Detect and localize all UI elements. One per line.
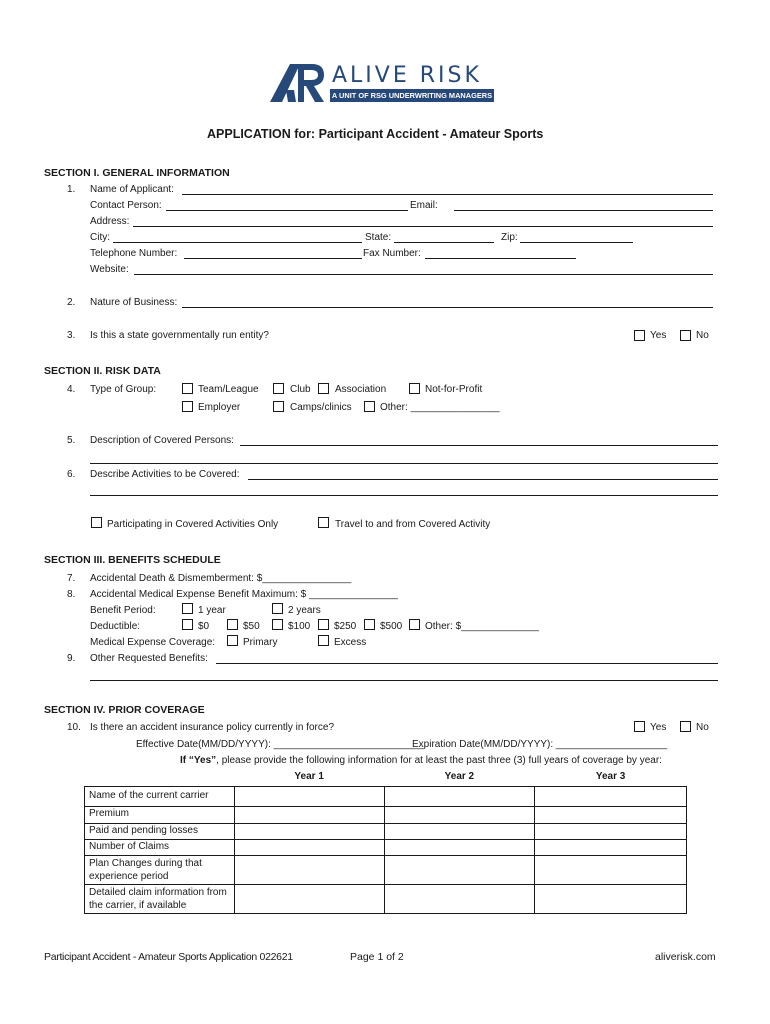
email-label: Email: [410, 200, 438, 211]
ar-logo-mark-icon [268, 62, 328, 104]
table-row [85, 823, 687, 839]
deductible-50-label: $50 [243, 621, 260, 632]
table-row [85, 855, 687, 884]
medical-coverage-label: Medical Expense Coverage: [90, 637, 216, 648]
benefit-period-label: Benefit Period: [90, 605, 156, 616]
table-header-year-2: Year 2 [384, 770, 535, 786]
activities-field-line-2[interactable] [90, 495, 718, 496]
participating-only-label: Participating in Covered Activities Only [107, 519, 279, 530]
table-row [85, 884, 687, 913]
q1-number: 1. [67, 184, 76, 195]
q5-number: 5. [67, 435, 76, 446]
deductible-0-checkbox[interactable] [182, 619, 193, 630]
fax-field[interactable] [425, 258, 576, 259]
cell-premium-year-3[interactable] [535, 806, 687, 823]
nature-of-business-field[interactable] [182, 307, 713, 308]
other-benefits-field-line-2[interactable] [90, 680, 718, 681]
not-for-profit-label: Not-for-Profit [425, 384, 483, 395]
if-yes-rest: , please provide the following information for at least the past three (3) full years of coverage by year: [216, 755, 662, 766]
section-1-heading: SECTION I. GENERAL INFORMATION [44, 167, 230, 179]
other-group-checkbox[interactable] [364, 401, 375, 412]
row-label-claim-info: Detailed claim information from the carrier, if available [85, 884, 235, 913]
policy-yes-checkbox[interactable] [634, 721, 645, 732]
deductible-250-checkbox[interactable] [318, 619, 329, 630]
cell-losses-year-3[interactable] [535, 823, 687, 839]
row-label-losses: Paid and pending losses [85, 823, 235, 839]
cell-claim-info-year-1[interactable] [234, 884, 384, 913]
deductible-other-label: Other: $______________ [425, 621, 539, 632]
row-label-carrier: Name of the current carrier [85, 786, 235, 806]
logo-tagline: A UNIT OF RSG UNDERWRITING MANAGERS [331, 91, 493, 100]
cell-claim-info-year-3[interactable] [535, 884, 687, 913]
expiration-date-label: Expiration Date(MM/DD/YYYY): ____________________ [412, 739, 668, 750]
contact-person-field[interactable] [166, 210, 408, 211]
state-field[interactable] [394, 242, 494, 243]
state-label: State: [365, 232, 392, 243]
q9-number: 9. [67, 653, 76, 664]
one-year-checkbox[interactable] [182, 603, 193, 614]
page-title: APPLICATION for: Participant Accident - Amateur Sports [207, 127, 544, 141]
table-row [85, 839, 687, 855]
section-4-heading: SECTION IV. PRIOR COVERAGE [44, 704, 205, 716]
excess-label: Excess [334, 637, 367, 648]
club-label: Club [290, 384, 311, 395]
section-2-heading: SECTION II. RISK DATA [44, 365, 161, 377]
table-header-row [85, 770, 687, 786]
cell-claims-year-2[interactable] [384, 839, 535, 855]
telephone-label: Telephone Number: [90, 248, 178, 259]
deductible-0-label: $0 [198, 621, 210, 632]
association-checkbox[interactable] [318, 383, 329, 394]
nature-of-business-label: Nature of Business: [90, 297, 178, 308]
one-year-label: 1 year [198, 605, 226, 616]
association-label: Association [335, 384, 387, 395]
row-label-plan-changes: Plan Changes during that experience period [85, 855, 235, 884]
two-years-checkbox[interactable] [272, 603, 283, 614]
travel-label: Travel to and from Covered Activity [335, 519, 491, 530]
covered-persons-field[interactable] [240, 445, 718, 446]
deductible-100-label: $100 [288, 621, 311, 632]
primary-checkbox[interactable] [227, 635, 238, 646]
state-entity-yes-checkbox[interactable] [634, 330, 645, 341]
cell-carrier-year-1[interactable] [234, 786, 384, 806]
state-entity-no-label: No [696, 330, 709, 341]
footer-document-id: Participant Accident - Amateur Sports Application 022621 [44, 951, 293, 963]
team-league-label: Team/League [198, 384, 259, 395]
policy-no-label: No [696, 722, 709, 733]
fax-label: Fax Number: [363, 248, 421, 259]
medical-max-label: Accidental Medical Expense Benefit Maximum: $ ________________ [90, 589, 398, 600]
cell-plan-changes-year-2[interactable] [384, 855, 535, 884]
contact-person-label: Contact Person: [90, 200, 162, 211]
q7-number: 7. [67, 573, 76, 584]
add-label: Accidental Death & Dismemberment: $________________ [90, 573, 352, 584]
q8-number: 8. [67, 589, 76, 600]
participating-only-checkbox[interactable] [91, 517, 102, 528]
q3-number: 3. [67, 330, 76, 341]
cell-claim-info-year-2[interactable] [384, 884, 535, 913]
deductible-500-checkbox[interactable] [364, 619, 375, 630]
policy-no-checkbox[interactable] [680, 721, 691, 732]
employer-label: Employer [198, 402, 241, 413]
table-row [85, 806, 687, 823]
telephone-field[interactable] [184, 258, 362, 259]
deductible-500-label: $500 [380, 621, 403, 632]
q6-number: 6. [67, 469, 76, 480]
cell-plan-changes-year-1[interactable] [234, 855, 384, 884]
address-label: Address: [90, 216, 130, 227]
zip-field[interactable] [520, 242, 633, 243]
deductible-50-checkbox[interactable] [227, 619, 238, 630]
type-of-group-label: Type of Group: [90, 384, 157, 395]
footer-website: aliverisk.com [655, 951, 716, 963]
table-row [85, 786, 687, 806]
footer-page-number: Page 1 of 2 [350, 951, 404, 963]
table-header-year-1: Year 1 [234, 770, 384, 786]
other-benefits-label: Other Requested Benefits: [90, 653, 208, 664]
section-3-heading: SECTION III. BENEFITS SCHEDULE [44, 554, 221, 566]
website-field[interactable] [134, 274, 713, 275]
q10-number: 10. [67, 722, 81, 733]
cell-carrier-year-3[interactable] [535, 786, 687, 806]
name-of-applicant-field[interactable] [182, 194, 713, 195]
cell-plan-changes-year-3[interactable] [535, 855, 687, 884]
email-field[interactable] [454, 210, 713, 211]
deductible-label: Deductible: [90, 621, 141, 632]
state-entity-question: Is this a state governmentally run entity? [90, 330, 269, 341]
effective-date-label: Effective Date(MM/DD/YYYY): ___________________________ [136, 739, 424, 750]
not-for-profit-checkbox[interactable] [409, 383, 420, 394]
city-field[interactable] [113, 242, 362, 243]
deductible-250-label: $250 [334, 621, 357, 632]
cell-premium-year-1[interactable] [234, 806, 384, 823]
policy-yes-label: Yes [650, 722, 667, 733]
name-of-applicant-label: Name of Applicant: [90, 184, 174, 195]
cell-carrier-year-2[interactable] [384, 786, 535, 806]
q4-number: 4. [67, 384, 76, 395]
covered-persons-field-line-2[interactable] [90, 463, 718, 464]
excess-checkbox[interactable] [318, 635, 329, 646]
other-group-label: Other: ________________ [380, 402, 500, 413]
if-yes-instruction [180, 755, 662, 766]
q2-number: 2. [67, 297, 76, 308]
team-league-checkbox[interactable] [182, 383, 193, 394]
covered-persons-label: Description of Covered Persons: [90, 435, 234, 446]
row-label-claims: Number of Claims [85, 839, 235, 855]
state-entity-no-checkbox[interactable] [680, 330, 691, 341]
club-checkbox[interactable] [273, 383, 284, 394]
camps-clinics-label: Camps/clinics [290, 402, 352, 413]
row-label-premium: Premium [85, 806, 235, 823]
logo-brand-text: ALIVE RISK [332, 63, 482, 88]
employer-checkbox[interactable] [182, 401, 193, 412]
prior-coverage-table [84, 770, 687, 914]
table-header-year-3: Year 3 [535, 770, 687, 786]
cell-losses-year-2[interactable] [384, 823, 535, 839]
if-yes-prefix: If “Yes” [180, 755, 217, 766]
two-years-label: 2 years [288, 605, 321, 616]
activities-field[interactable] [248, 479, 718, 480]
cell-claims-year-3[interactable] [535, 839, 687, 855]
zip-label: Zip: [501, 232, 518, 243]
cell-claims-year-1[interactable] [234, 839, 384, 855]
state-entity-yes-label: Yes [650, 330, 667, 341]
city-label: City: [90, 232, 110, 243]
cell-losses-year-1[interactable] [234, 823, 384, 839]
deductible-100-checkbox[interactable] [272, 619, 283, 630]
camps-clinics-checkbox[interactable] [273, 401, 284, 412]
other-benefits-field[interactable] [216, 663, 718, 664]
deductible-other-checkbox[interactable] [409, 619, 420, 630]
travel-checkbox[interactable] [318, 517, 329, 528]
cell-premium-year-2[interactable] [384, 806, 535, 823]
policy-in-force-question: Is there an accident insurance policy currently in force? [90, 722, 335, 733]
activities-label: Describe Activities to be Covered: [90, 469, 240, 480]
website-label: Website: [90, 264, 129, 275]
address-field[interactable] [133, 226, 713, 227]
primary-label: Primary [243, 637, 278, 648]
